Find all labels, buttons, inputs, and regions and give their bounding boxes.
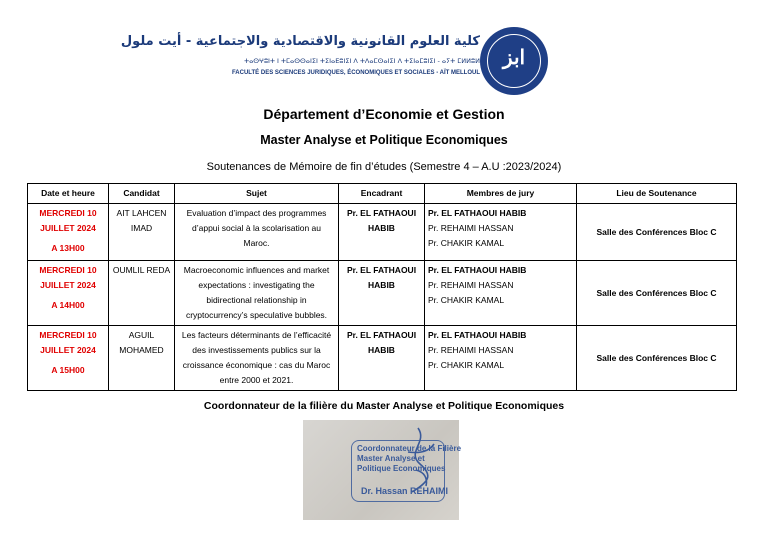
jury-cell bbox=[425, 204, 577, 261]
stamp-signatory: Dr. Hassan REHAIMI bbox=[361, 486, 449, 496]
faculty-name-tifinagh: ⵜⴰⵙⵖⵓⵏⵜ ⵏ ⵜⵎⴰⵙⵙⴰⵏⵉⵏ ⵜⵉⵏⴰⴹⵓⵏⵉⵏ ⴷ ⵜⴷⴰⵎⵙⴰⵏⵉⵏ ⴷ ⵜⵉⵏⴰⵎⵓⵏⵉⵏ - ⴰⵢⵜ ⵎⵍⵍⵓⵍ bbox=[244, 57, 480, 65]
subject-cell: Macroeconomic influences and market expectations : investigating the bidirectional relationship in cryptocurrency’s speculative bubbles. bbox=[175, 261, 339, 326]
seal-monogram: ابز bbox=[502, 45, 526, 69]
jury-cell bbox=[425, 261, 577, 326]
jury-member: Pr. REHAIMI HASSAN bbox=[428, 345, 514, 355]
location-cell: Salle des Conférences Bloc C bbox=[577, 261, 737, 326]
subject-cell: Les facteurs déterminants de l’efficacité des investissements publics sur la croissance économique : cas du Maroc entre 2000 et 2021. bbox=[175, 326, 339, 391]
jury-member: Pr. EL FATHAOUI HABIB bbox=[428, 330, 527, 340]
defense-schedule-table bbox=[27, 183, 737, 391]
master-title: Master Analyse et Politique Economiques bbox=[260, 133, 508, 147]
jury-member: Pr. EL FATHAOUI HABIB bbox=[428, 265, 527, 275]
header-location: Lieu de Soutenance bbox=[577, 184, 737, 204]
date-cell bbox=[28, 326, 109, 391]
location-cell: Salle des Conférences Bloc C bbox=[577, 204, 737, 261]
candidate-cell: AIT LAHCEN IMAD bbox=[109, 204, 175, 261]
time-text: A 13H00 bbox=[51, 243, 85, 253]
department-title: Département d’Economie et Gestion bbox=[263, 106, 505, 122]
header-jury: Membres de jury bbox=[425, 184, 577, 204]
signature-stamp-image bbox=[303, 420, 462, 520]
jury-member: Pr. CHAKIR KAMAL bbox=[428, 238, 505, 248]
jury-cell bbox=[425, 326, 577, 391]
subject-cell: Evaluation d’impact des programmes d’appui social à la scolarisation au Maroc. bbox=[175, 204, 339, 261]
stamp-line: Politique Economiques bbox=[357, 464, 446, 473]
date-cell bbox=[28, 261, 109, 326]
faculty-name-arabic: كلية العلوم القانونية والاقتصادية والاجتماعية - أيت ملول bbox=[120, 34, 480, 49]
faculty-name-french: FACULTÉ DES SCIENCES JURIDIQUES, ÉCONOMIQUES ET SOCIALES - AÏT MELLOUL bbox=[231, 70, 480, 76]
date-cell bbox=[28, 204, 109, 261]
jury-member: Pr. REHAIMI HASSAN bbox=[428, 280, 514, 290]
header-candidate: Candidat bbox=[109, 184, 175, 204]
supervisor-cell: Pr. EL FATHAOUI HABIB bbox=[339, 204, 425, 261]
supervisor-cell: Pr. EL FATHAOUI HABIB bbox=[339, 326, 425, 391]
date-text: MERCREDI 10 JUILLET 2024 bbox=[39, 265, 97, 290]
supervisor-cell: Pr. EL FATHAOUI HABIB bbox=[339, 261, 425, 326]
header-supervisor: Encadrant bbox=[339, 184, 425, 204]
candidate-cell: OUMLIL REDA bbox=[109, 261, 175, 326]
table-row bbox=[28, 204, 737, 261]
jury-member: Pr. CHAKIR KAMAL bbox=[428, 360, 505, 370]
stamp-line: Coordonnateur de la Filière bbox=[357, 444, 462, 453]
table-row bbox=[28, 326, 737, 391]
date-text: MERCREDI 10 JUILLET 2024 bbox=[39, 330, 97, 355]
handwritten-signature bbox=[398, 422, 438, 512]
coordinator-caption: Coordonnateur de la filière du Master Analyse et Politique Economiques bbox=[203, 400, 565, 412]
university-seal-logo bbox=[480, 27, 548, 95]
jury-member: Pr. REHAIMI HASSAN bbox=[428, 223, 514, 233]
jury-member: Pr. EL FATHAOUI HABIB bbox=[428, 208, 527, 218]
date-text: MERCREDI 10 JUILLET 2024 bbox=[39, 208, 97, 233]
location-cell: Salle des Conférences Bloc C bbox=[577, 326, 737, 391]
time-text: A 14H00 bbox=[51, 300, 85, 310]
table-row bbox=[28, 261, 737, 326]
stamp-line: Master Analyse et bbox=[357, 454, 425, 463]
time-text: A 15H00 bbox=[51, 365, 85, 375]
header-subject: Sujet bbox=[175, 184, 339, 204]
candidate-cell: AGUIL MOHAMED bbox=[109, 326, 175, 391]
table-header-row bbox=[28, 184, 737, 204]
session-subtitle: Soutenances de Mémoire de fin d’études (Semestre 4 – A.U :2023/2024) bbox=[206, 161, 562, 173]
jury-member: Pr. CHAKIR KAMAL bbox=[428, 295, 505, 305]
header-date: Date et heure bbox=[28, 184, 109, 204]
